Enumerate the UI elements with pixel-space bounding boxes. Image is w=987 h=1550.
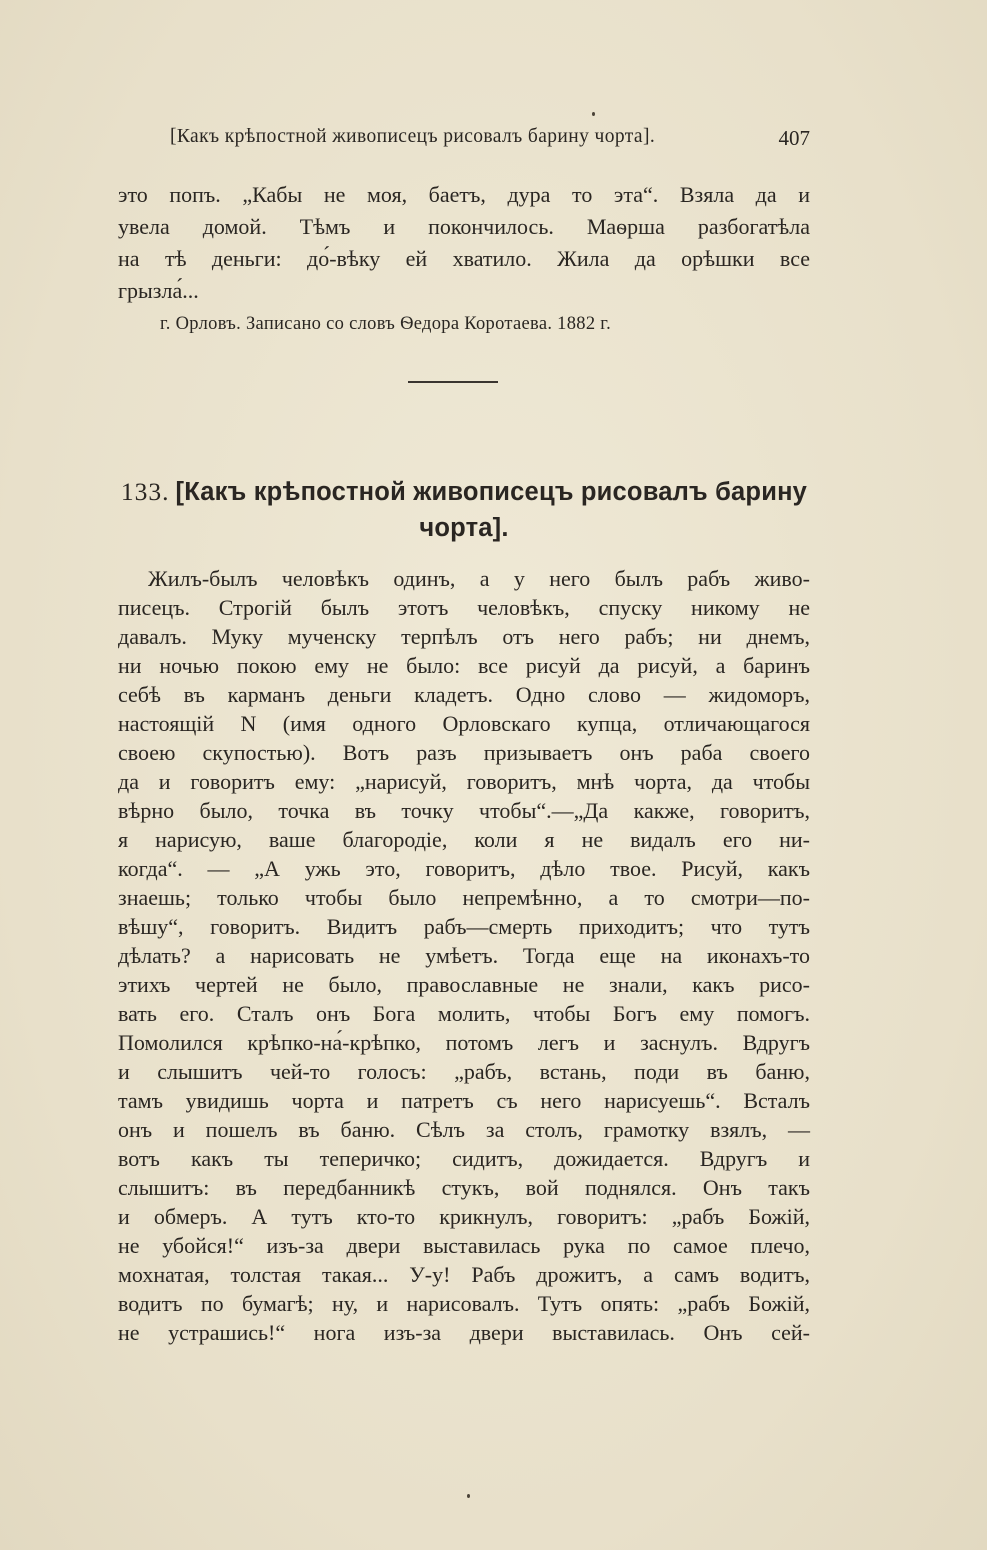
- intro-line: это попъ. „Кабы не моя, баетъ, дура то эта“. Взяла да и: [118, 182, 810, 207]
- running-header: [118, 126, 810, 156]
- story-line: знаешь; только чтобы было непремѣнно, а то смотри—по-: [118, 885, 810, 910]
- story-line: онъ и пошелъ въ баню. Сѣлъ за столъ, грамотку взялъ, —: [118, 1117, 810, 1142]
- story-line: водитъ по бумагѣ; ну, и нарисовалъ. Тутъ опять: „рабъ Божій,: [118, 1291, 810, 1316]
- section-title: [Какъ крѣпостной живописецъ рисовалъ барину чорта].: [175, 478, 808, 542]
- story-line: тамъ увидишь чорта и патретъ съ него нарисуешь“. Всталъ: [118, 1088, 810, 1113]
- story-line: когда“. — „А ужь это, говоритъ, дѣло твое. Рисуй, какъ: [118, 856, 810, 881]
- story-line: не устрашись!“ нога изъ-за двери выставилась. Онъ сей-: [118, 1320, 810, 1345]
- story-line: вать его. Сталъ онъ Бога молить, чтобы Богъ ему помогъ.: [118, 1001, 810, 1026]
- intro-line: увела домой. Тѣмъ и покончилось. Маѳрша разбогатѣла: [118, 214, 810, 239]
- story-line: вѣрно было, точка въ точку чтобы“.—„Да какже, говоритъ,: [118, 798, 810, 823]
- page-number: 407: [778, 126, 810, 150]
- paper-speck: [592, 112, 595, 116]
- section-number: 133.: [120, 477, 170, 506]
- story-line: ни ночью покою ему не было: все рисуй да рисуй, а баринъ: [118, 653, 810, 678]
- story-line: себѣ въ карманъ деньги кладетъ. Одно слово — жидоморъ,: [118, 682, 810, 707]
- story-line: этихъ чертей не было, православные не знали, какъ рисо-: [118, 972, 810, 997]
- story-line: настоящій N (имя одного Орловскаго купца, отличающагося: [118, 711, 810, 736]
- story-line: Жилъ-былъ человѣкъ одинъ, а у него былъ рабъ живо-: [148, 566, 810, 591]
- story-line: слышитъ: въ передбанникѣ стукъ, вой поднялся. Онъ такъ: [118, 1175, 810, 1200]
- story-line: своею скупостью). Вотъ разъ призываетъ онъ раба своего: [118, 740, 810, 765]
- story-line: мохнатая, толстая такая... У-у! Рабъ дрожитъ, а самъ водитъ,: [118, 1262, 810, 1287]
- running-title: [Какъ крѣпостной живописецъ рисовалъ барину чорта].: [170, 126, 656, 147]
- story-line: вотъ какъ ты теперичко; сидитъ, дожидается. Вдругъ и: [118, 1146, 810, 1171]
- story-line: вѣшу“, говоритъ. Видитъ рабъ—смерть приходитъ; что тутъ: [118, 914, 810, 939]
- story-line: давалъ. Муку мученску терпѣлъ отъ него рабъ; ни днемъ,: [118, 624, 810, 649]
- story-line: не убойся!“ изъ-за двери выставилась рука по самое плечо,: [118, 1233, 810, 1258]
- story-line: я нарисую, ваше благородіе, коли я не видалъ его ни-: [118, 827, 810, 852]
- intro-line: грызла́...: [118, 278, 199, 303]
- section-heading: [118, 474, 810, 546]
- story-line: писецъ. Строгій былъ этотъ человѣкъ, спуску никому не: [118, 595, 810, 620]
- story-line: и слышитъ чей-то голосъ: „рабъ, встань, поди въ баню,: [118, 1059, 810, 1084]
- paper-speck: [467, 1494, 470, 1498]
- section-divider: [408, 381, 498, 383]
- story-line: Помолился крѣпко-на́-крѣпко, потомъ легъ и заснулъ. Вдругъ: [118, 1030, 810, 1055]
- story-line: да и говоритъ ему: „нарисуй, говоритъ, мнѣ чорта, да чтобы: [118, 769, 810, 794]
- intro-line: на тѣ деньги: до́-вѣку ей хватило. Жила да орѣшки все: [118, 246, 810, 271]
- source-attribution: г. Орловъ. Записано со словъ Ѳедора Коротаева. 1882 г.: [160, 314, 612, 334]
- story-line: дѣлать? а нарисовать не умѣетъ. Тогда еще на иконахъ-то: [118, 943, 810, 968]
- story-line: и обмеръ. А тутъ кто-то крикнулъ, говоритъ: „рабъ Божій,: [118, 1204, 810, 1229]
